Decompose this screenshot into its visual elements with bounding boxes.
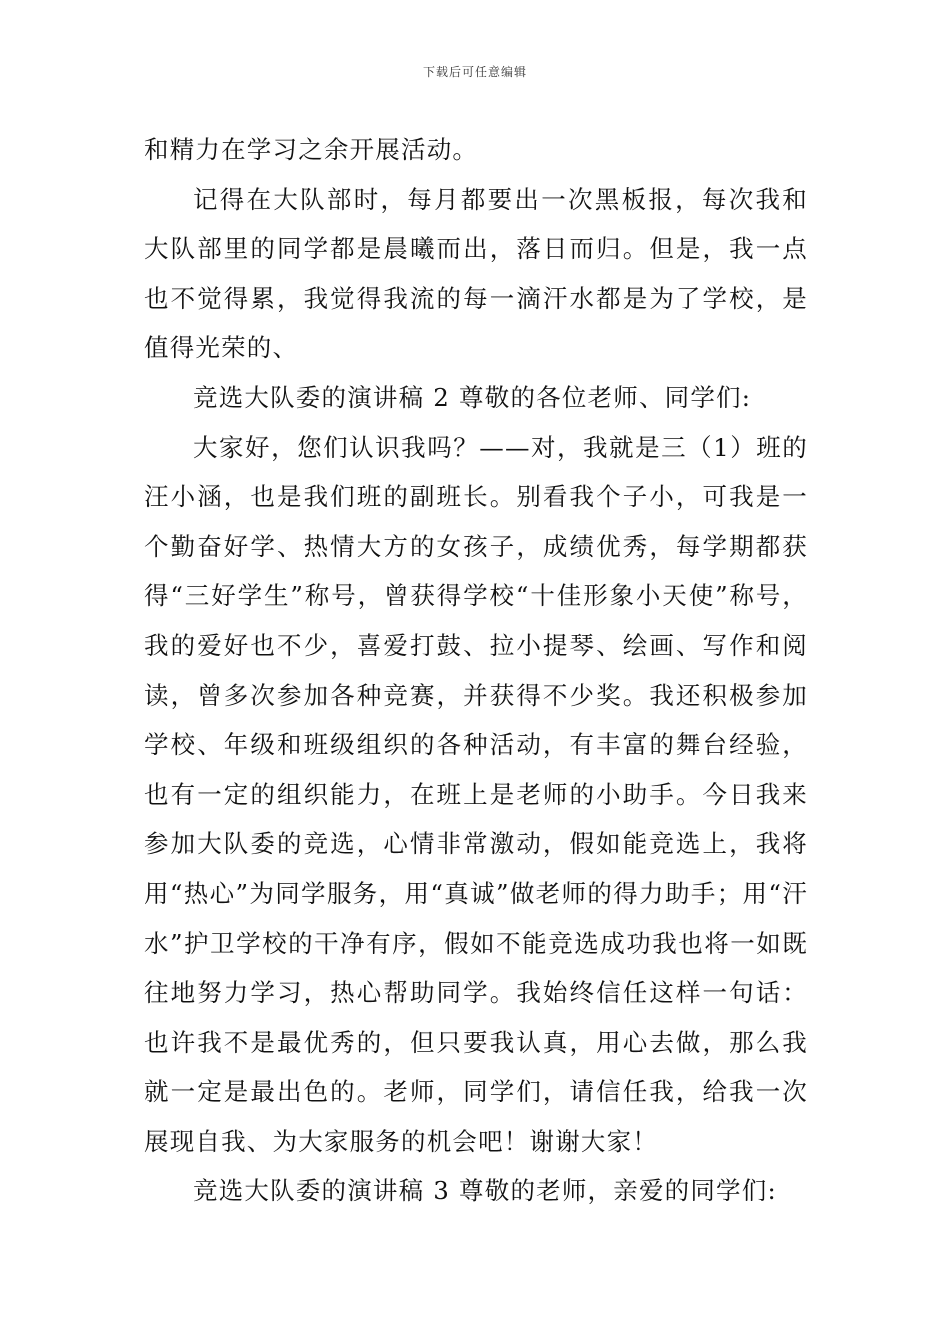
speech-3-heading: 竞选大队委的演讲稿 3 尊敬的老师，亲爱的同学们: [193,1176,777,1206]
speech-2-body: 大家好，您们认识我吗？——对，我就是三（1）班的汪小涵，也是我们班的副班长。别看我个子小，可我是一个勤奋好学、热情大方的女孩子，成绩优秀，每学期都获得“三好学生”称号，曾获得学校“十佳形象小天使”称号，我的爱好也不少，喜爱打鼓、拉小提琴、绘画、写作和阅读，曾多次参加各种竞赛，并获得不少奖。我还积极参加学校、年级和班级组织的各种活动，有丰富的舞台经验，也有一定的组织能力，在班上是老师的小助手。今日我来参加大队委的竞选，心情非常激动，假如能竞选上，我将用“热心”为同学服务，用“真诚”做老师的得力助手；用“汗水”护卫学校的干净有序，假如不能竞选成功我也将一如既往地努力学习，热心帮助同学。我始终信任这样一句话：也许我不是最优秀的，但只要我认真，用心去做，那么我就一定是最出色的。老师，同学们，请信任我，给我一次展现自我、为大家服务的机会吧！谢谢大家！ [144,432,808,1156]
document-body [144,125,808,1216]
page-header: 下载后可任意编辑 [422,65,527,79]
paragraph-blackboard: 记得在大队部时，每月都要出一次黑板报，每次我和大队部里的同学都是晨曦而出，落日而归。但是，我一点也不觉得累，我觉得我流的每一滴汗水都是为了学校，是值得光荣的、 [144,184,808,363]
paragraph-continuation: 和精力在学习之余开展活动。 [144,135,479,164]
speech-2-heading: 竞选大队委的演讲稿 2 尊敬的各位老师、同学们: [193,382,752,412]
